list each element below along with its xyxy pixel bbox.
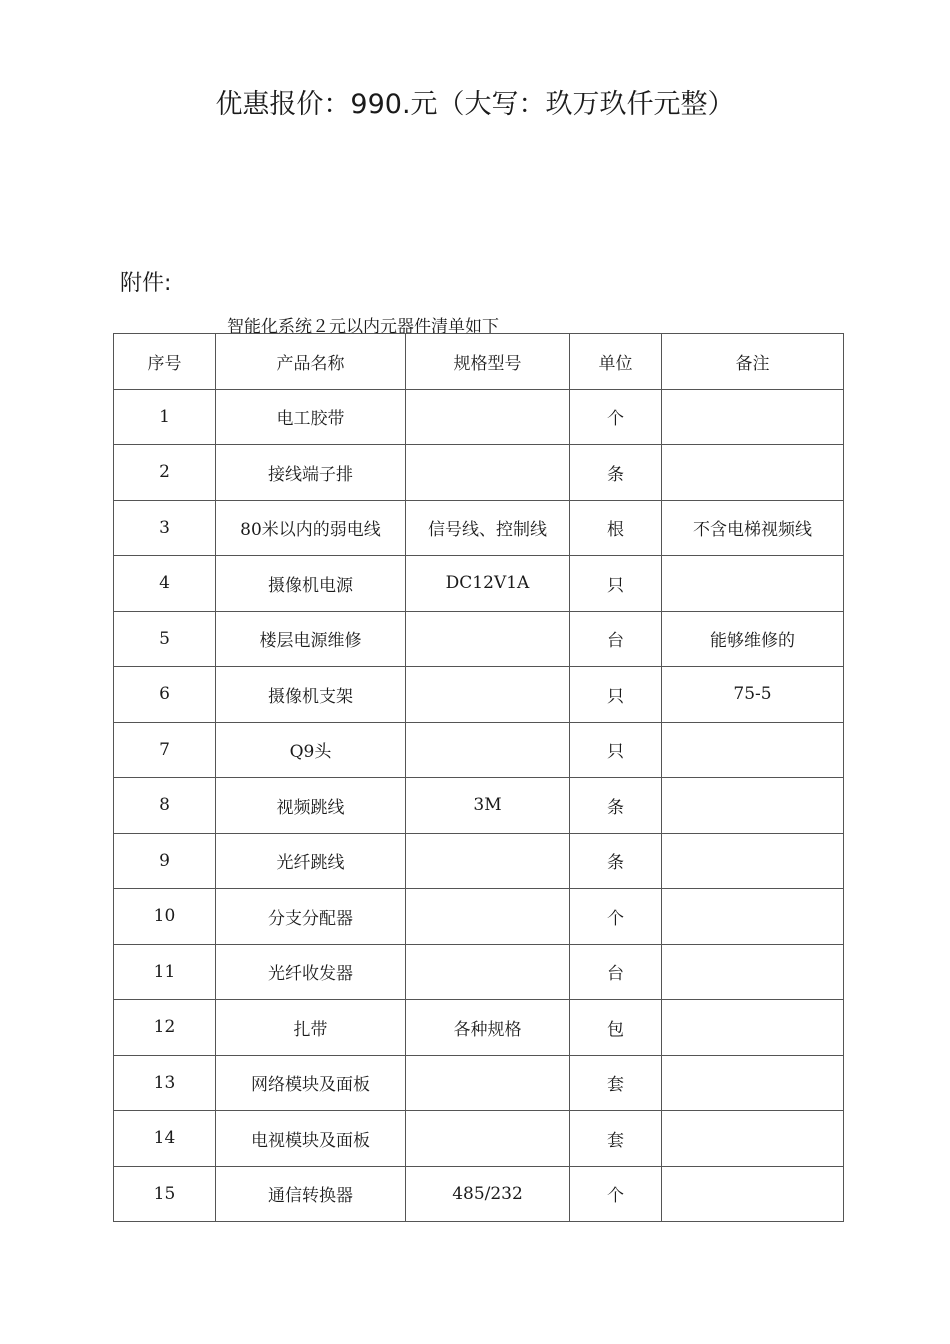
unit-cell: 个 [570,889,662,945]
unit-cell: 只 [570,722,662,778]
table-row [114,889,844,945]
unit-cell: 套 [570,1111,662,1167]
product-name-cell: 接线端子排 [216,445,406,501]
remarks-cell [662,1166,844,1222]
remarks-cell [662,833,844,889]
unit-cell: 条 [570,778,662,834]
spec-model-cell [406,1055,570,1111]
product-name-cell: 视频跳线 [216,778,406,834]
spec-model-cell [406,889,570,945]
table-row [114,1000,844,1056]
spec-model-cell: 信号线、控制线 [406,500,570,556]
spec-model-cell [406,389,570,445]
spec-model-cell: 各种规格 [406,1000,570,1056]
unit-cell: 台 [570,611,662,667]
spec-model-cell [406,944,570,1000]
product-name-cell: 楼层电源维修 [216,611,406,667]
header-product-name: 产品名称 [216,334,406,390]
unit-cell: 根 [570,500,662,556]
remarks-cell: 能够维修的 [662,611,844,667]
spec-model-cell [406,833,570,889]
quote-title: 优惠报价：990.元（大写：玖万玖仟元整） [215,89,735,120]
unit-cell: 条 [570,833,662,889]
product-name-cell: 电工胶带 [216,389,406,445]
unit-cell: 只 [570,556,662,612]
remarks-cell [662,1000,844,1056]
product-name-cell: 光纤跳线 [216,833,406,889]
spec-model-cell [406,722,570,778]
row-index-cell: 8 [114,778,216,834]
row-index-cell: 7 [114,722,216,778]
remarks-cell [662,556,844,612]
product-name-cell: 电视模块及面板 [216,1111,406,1167]
row-index-cell: 2 [114,445,216,501]
unit-cell: 条 [570,445,662,501]
attachment-label: 附件: [120,271,172,296]
remarks-cell [662,389,844,445]
remarks-cell [662,722,844,778]
component-list-table [113,333,844,1222]
row-index-cell: 12 [114,1000,216,1056]
product-name-cell: 通信转换器 [216,1166,406,1222]
row-index-cell: 14 [114,1111,216,1167]
header-index: 序号 [114,334,216,390]
unit-cell: 只 [570,667,662,723]
row-index-cell: 9 [114,833,216,889]
header-spec-model: 规格型号 [406,334,570,390]
table-row [114,833,844,889]
spec-model-cell: DC12V1A [406,556,570,612]
remarks-cell [662,889,844,945]
table-row [114,556,844,612]
spec-model-cell [406,611,570,667]
remarks-cell: 不含电梯视频线 [662,500,844,556]
table-row [114,944,844,1000]
table-row [114,389,844,445]
unit-cell: 包 [570,1000,662,1056]
table-row [114,778,844,834]
spec-model-cell [406,1111,570,1167]
remarks-cell [662,445,844,501]
unit-cell: 个 [570,389,662,445]
product-name-cell: 扎带 [216,1000,406,1056]
table-row [114,611,844,667]
unit-cell: 个 [570,1166,662,1222]
table-row [114,1055,844,1111]
product-name-cell: 摄像机支架 [216,667,406,723]
header-unit: 单位 [570,334,662,390]
table-row [114,722,844,778]
header-remarks: 备注 [662,334,844,390]
table-row [114,1166,844,1222]
remarks-cell [662,944,844,1000]
product-name-cell: 分支分配器 [216,889,406,945]
row-index-cell: 4 [114,556,216,612]
row-index-cell: 5 [114,611,216,667]
spec-model-cell: 3M [406,778,570,834]
remarks-cell: 75-5 [662,667,844,723]
row-index-cell: 3 [114,500,216,556]
spec-model-cell [406,445,570,501]
table-row [114,667,844,723]
remarks-cell [662,778,844,834]
row-index-cell: 10 [114,889,216,945]
row-index-cell: 15 [114,1166,216,1222]
product-name-cell: 摄像机电源 [216,556,406,612]
spec-model-cell [406,667,570,723]
row-index-cell: 1 [114,389,216,445]
spec-model-cell: 485/232 [406,1166,570,1222]
product-name-cell: Q9头 [216,722,406,778]
unit-cell: 套 [570,1055,662,1111]
table-row [114,1111,844,1167]
product-name-cell: 光纤收发器 [216,944,406,1000]
table-caption: 智能化系统２元以内元器件清单如下 [227,317,499,337]
table-row [114,500,844,556]
remarks-cell [662,1111,844,1167]
unit-cell: 台 [570,944,662,1000]
product-name-cell: 80米以内的弱电线 [216,500,406,556]
row-index-cell: 13 [114,1055,216,1111]
table-row [114,445,844,501]
remarks-cell [662,1055,844,1111]
row-index-cell: 6 [114,667,216,723]
row-index-cell: 11 [114,944,216,1000]
table-header-row [114,334,844,390]
product-name-cell: 网络模块及面板 [216,1055,406,1111]
